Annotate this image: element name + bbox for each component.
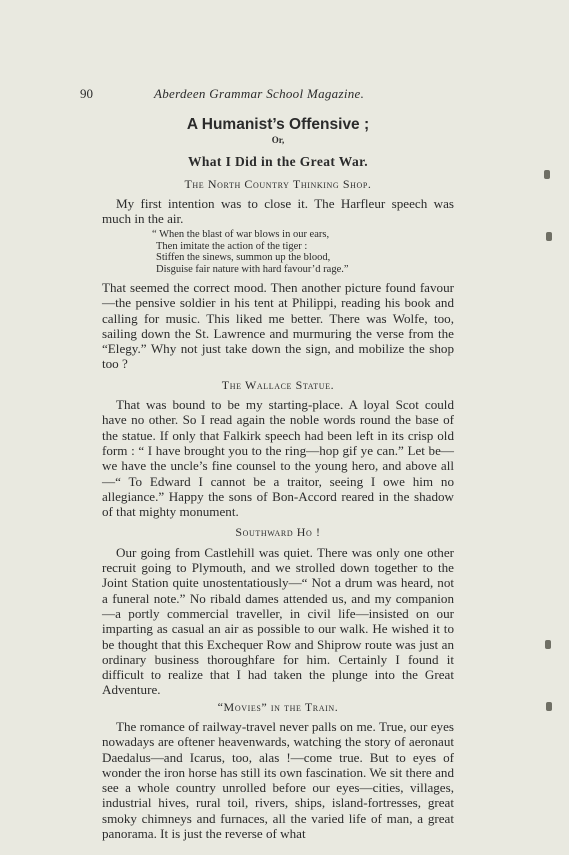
article — [102, 113, 454, 841]
quote-line: Disguise fair nature with hard favour’d rage.” — [156, 264, 349, 276]
paragraph-intro: My first intention was to close it. The Harfleur speech was much in the air. — [102, 196, 454, 227]
article-title: A Humanist’s Offensive ; — [186, 116, 370, 133]
paragraph-movies: The romance of railway-travel never palls on me. True, our eyes nowadays are oftener heavenwards, watching the story of aeronaut Daedalus—and Icarus, too, alas !—come true. But to eyes of wonder the iron horse has still its own fascination. We sit there and see a whole country unrolled before our eyes—cities, villages, industrial hives, rural toil, rivers, ships, island-fortresses, great smoky chimneys and furnaces, all the varied life of man, a great panorama. It is just the reverse of what — [102, 718, 454, 842]
margin-ink-mark — [546, 232, 552, 241]
margin-ink-mark — [545, 640, 551, 649]
quote-line: “ When the blast of war blows in our ears, — [152, 228, 330, 240]
running-title: Aberdeen Grammar School Magazine. — [154, 86, 365, 101]
section-heading-movies: “Movies” in the Train. — [217, 699, 339, 714]
harfleur-quote — [152, 229, 454, 276]
section-heading-southward-ho: Southward Ho ! — [235, 525, 321, 540]
quote-line: Then imitate the action of the tiger : — [156, 240, 308, 252]
paragraph-southward: Our going from Castlehill was quiet. There was only one other recruit going to Plymouth, and we strolled down together to the Joint Station quite unostentatiously—“ Not a drum was heard, not a funeral note.” No ribald dames attended us, and my companion—a portly commercial traveller, in civil life—insisted on our imparting as casual an air as possible to our walk. He wished it to be thought that this Exchequer Row and Shiprow route was just an ordinary business thoroughfare for him. Certainly I found it difficult to realize that I had taken the plunge into the Great Adventure. — [102, 544, 454, 698]
article-or: Or, — [271, 135, 285, 146]
page-number: 90 — [80, 86, 93, 101]
section-heading-thinking-shop: The North Country Thinking Shop. — [184, 176, 372, 191]
section-heading-wallace-statue: The Wallace Statue. — [221, 377, 335, 392]
margin-ink-mark — [544, 170, 550, 179]
paragraph-correct-mood: That seemed the correct mood. Then another picture found favour—the pensive soldier in his tent at Philippi, reading his book and calling for music. This liked me better. There was Wolfe, too, sailing down the St. Lawrence and murmuring the verse from the “Elegy.” Why not just take down the sign, and mobilize the shop too ? — [102, 279, 454, 372]
article-subtitle: What I Did in the Great War. — [187, 153, 369, 169]
margin-ink-mark — [546, 702, 552, 711]
quote-line: Stiffen the sinews, summon up the blood, — [156, 252, 331, 264]
paragraph-wallace: That was bound to be my starting-place. A loyal Scot could have no other. So I read again the noble words round the base of the statue. If only that Falkirk speech had been left in its crisp old form : “ I have brought you to the ring—hop gif ye can.” Let be—we have the uncle’s fine counsel to the young hero, and above all—“ To Edward I cannot be a traitor, seeing I owe him no allegiance.” Happy the sons of Bon-Accord reared in the shadow of that mighty monument. — [102, 397, 454, 520]
